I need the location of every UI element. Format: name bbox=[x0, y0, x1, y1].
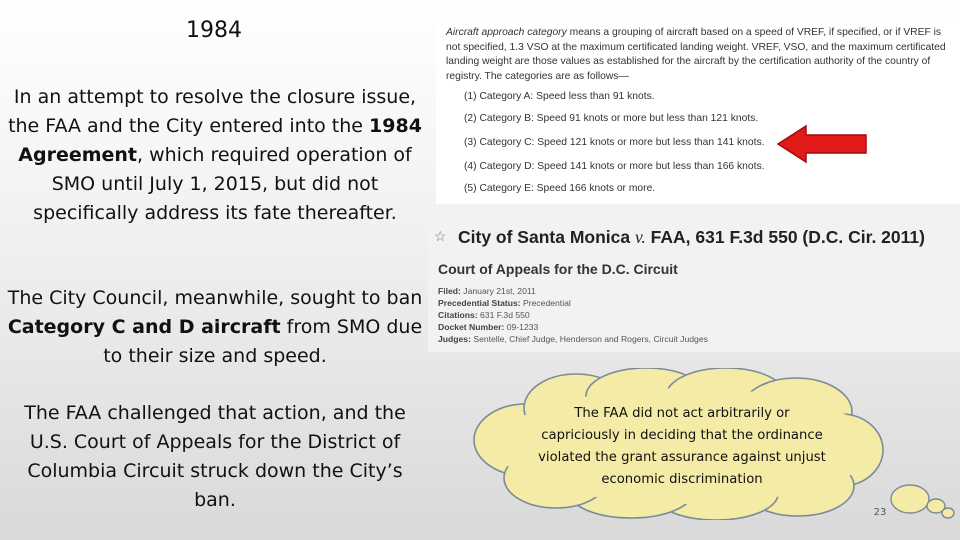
meta-label: Judges: bbox=[438, 334, 471, 344]
case-meta-row bbox=[438, 310, 530, 320]
case-meta-row bbox=[438, 334, 708, 344]
paragraph-ban-pre: The City Council, meanwhile, sought to ban bbox=[7, 287, 423, 309]
court-name: Court of Appeals for the D.C. Circuit bbox=[438, 261, 678, 277]
case-title-pre: City of Santa Monica bbox=[458, 227, 635, 247]
category-item: (1) Category A: Speed less than 91 knots. bbox=[464, 91, 655, 102]
definition-body: means a grouping of aircraft based on a speed of VREF, if specified, or if VREF is not specified, 1.3 VSO at the maximum certificated landing weight. VREF, VSO, and the maximum certificated landing weight are those values as established for the aircraft by the certification authority of the country of registry. The categories are as follows— bbox=[446, 27, 946, 82]
meta-value: January 21st, 2011 bbox=[460, 286, 536, 296]
meta-value: 631 F.3d 550 bbox=[477, 310, 530, 320]
meta-value: Precedential bbox=[520, 298, 571, 308]
case-meta-row bbox=[438, 298, 571, 308]
meta-label: Citations: bbox=[438, 310, 478, 320]
paragraph-agreement bbox=[6, 83, 424, 228]
definition-term: Aircraft approach category bbox=[446, 27, 567, 38]
category-item: (2) Category B: Speed 91 knots or more but less than 121 knots. bbox=[464, 113, 759, 124]
paragraph-ban bbox=[6, 284, 424, 371]
meta-label: Docket Number: bbox=[438, 322, 505, 332]
left-arrow-icon bbox=[776, 124, 868, 164]
case-title-post: FAA, 631 F.3d 550 (D.C. Cir. 2011) bbox=[645, 227, 925, 247]
paragraph-agreement-post: , which required operation of SMO until July 1, 2015, but did not specifically address its fate thereafter. bbox=[33, 144, 412, 224]
paragraph-ban-bold: Category C and D aircraft bbox=[7, 316, 281, 338]
category-item: (5) Category E: Speed 166 knots or more. bbox=[464, 183, 656, 194]
definition-text bbox=[446, 26, 952, 84]
paragraph-agreement-pre: In an attempt to resolve the closure issue, the FAA and the City entered into the bbox=[8, 86, 417, 137]
meta-value: 09-1233 bbox=[504, 322, 539, 332]
paragraph-ban-post: from SMO due to their size and speed. bbox=[103, 316, 423, 367]
star-icon[interactable]: ☆ bbox=[434, 228, 447, 244]
page-number: 23 bbox=[873, 507, 887, 518]
case-card bbox=[428, 218, 960, 352]
case-title[interactable] bbox=[458, 227, 925, 248]
paragraph-agreement-bold: 1984 Agreement bbox=[18, 115, 422, 166]
paragraph-court: The FAA challenged that action, and the U.S. Court of Appeals for the District of Columbia Circuit struck down the City’s ban. bbox=[24, 402, 406, 511]
meta-label: Filed: bbox=[438, 286, 461, 296]
case-meta-row bbox=[438, 286, 536, 296]
definition-excerpt bbox=[436, 20, 960, 204]
cloud-text: The FAA did not act arbitrarily or capriciously in deciding that the ordinance violated the grant assurance against unjust economic discrimination bbox=[538, 406, 826, 487]
category-item: (3) Category C: Speed 121 knots or more but less than 141 knots. bbox=[464, 137, 765, 148]
category-item: (4) Category D: Speed 141 knots or more but less than 166 knots. bbox=[464, 161, 765, 172]
slide-title: 1984 bbox=[186, 18, 242, 43]
meta-label: Precedential Status: bbox=[438, 298, 521, 308]
meta-value: Sentelle, Chief Judge, Henderson and Rogers, Circuit Judges bbox=[470, 334, 708, 344]
case-meta-row bbox=[438, 322, 538, 332]
case-title-v: v. bbox=[634, 227, 646, 247]
